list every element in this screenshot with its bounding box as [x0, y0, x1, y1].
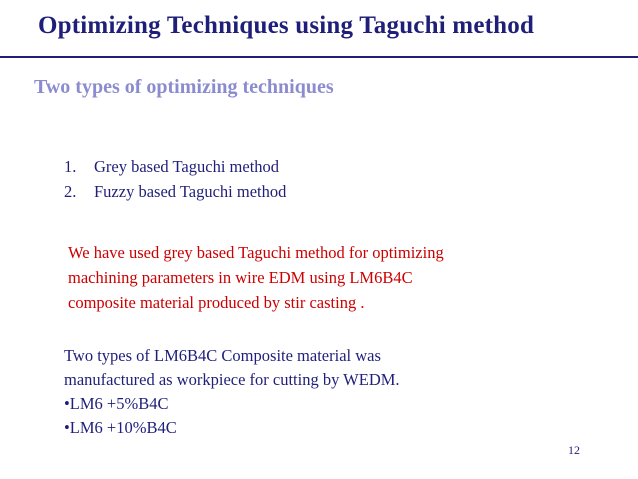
- description-line: manufactured as workpiece for cutting by WEDM.: [64, 370, 400, 389]
- list-number: 1.: [64, 157, 77, 176]
- list-item: •LM6 +10%B4C: [64, 418, 177, 437]
- method-statement: [68, 240, 588, 315]
- list-item-text: Grey based Taguchi method: [94, 157, 280, 176]
- page-number: 12: [568, 443, 580, 457]
- description-line: Two types of LM6B4C Composite material was: [64, 346, 381, 365]
- material-description: [64, 344, 584, 392]
- statement-line: We have used grey based Taguchi method for optimizing: [68, 243, 444, 262]
- list-item: [64, 154, 286, 179]
- techniques-list: [64, 154, 286, 204]
- title-divider: [0, 56, 638, 58]
- material-list: [64, 392, 177, 440]
- list-item-text: Fuzzy based Taguchi method: [94, 182, 287, 201]
- slide-subtitle: Two types of optimizing techniques: [34, 76, 334, 98]
- list-item: [64, 179, 286, 204]
- statement-line: composite material produced by stir casting .: [68, 293, 365, 312]
- statement-line: machining parameters in wire EDM using LM6B4C: [68, 268, 413, 287]
- list-number: 2.: [64, 182, 77, 201]
- list-item: •LM6 +5%B4C: [64, 394, 169, 413]
- slide-title: Optimizing Techniques using Taguchi method: [38, 12, 535, 39]
